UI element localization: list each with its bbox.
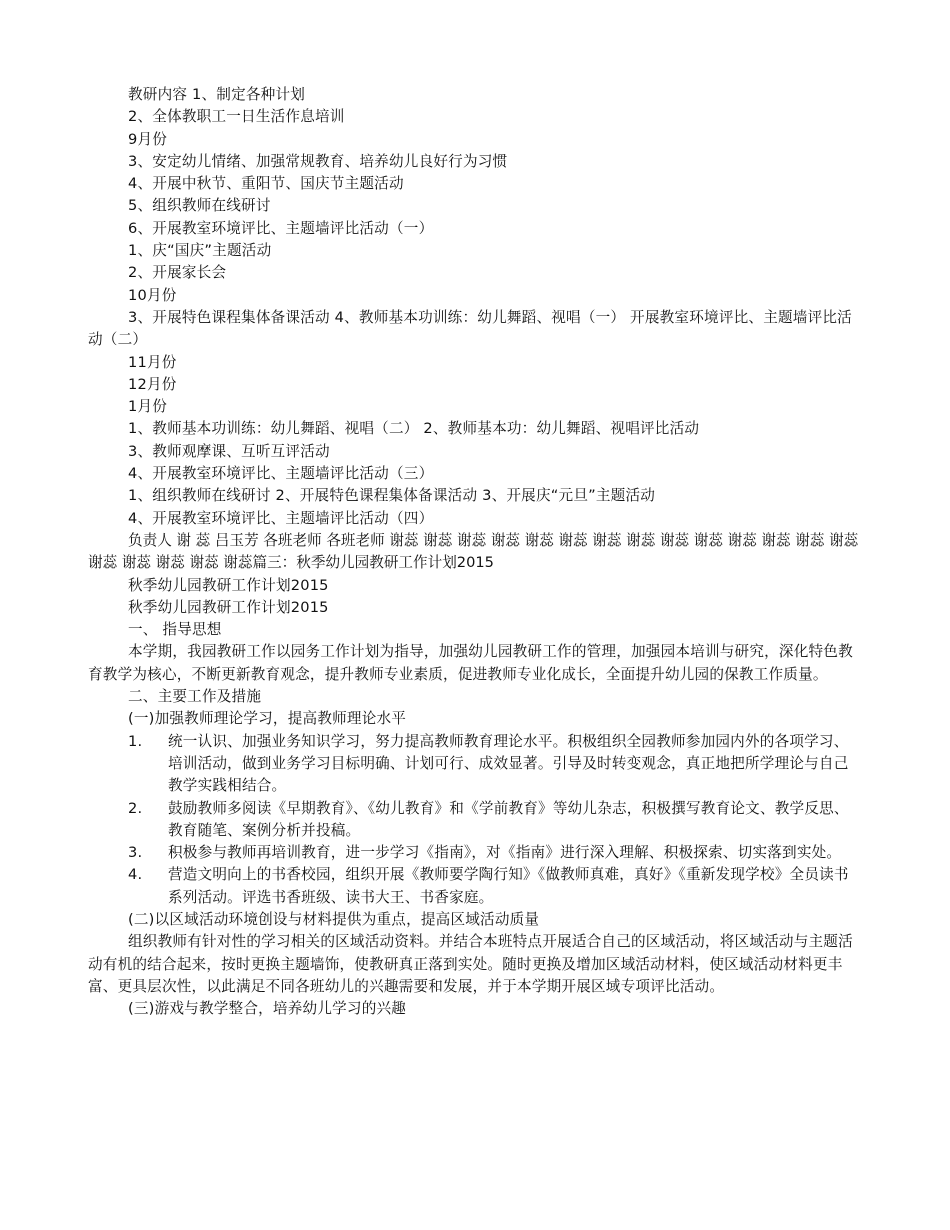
month-heading: 12月份: [128, 375, 177, 393]
paragraph: 1、组织教师在线研讨 2、开展特色课程集体备课活动 3、开展庆“元旦”主题活动: [128, 487, 656, 505]
item-number: 4.: [128, 866, 143, 884]
paragraph: 5、组织教师在线研讨: [128, 197, 271, 215]
item-text: 鼓励教师多阅读《早期教育》、《幼儿教育》和《学前教育》等幼儿杂志，积极撰写教育论文、教学反思、教育随笔、案例分析并投稿。: [168, 799, 849, 839]
section-heading: 二、主要工作及措施: [128, 688, 262, 706]
document-page: [88, 84, 864, 1020]
subsection-heading: (三)游戏与教学整合，培养幼儿学习的兴趣: [128, 1000, 407, 1018]
subsection-heading: (二)以区域活动环境创设与材料提供为重点，提高区域活动质量: [128, 910, 540, 928]
month-heading: 1月份: [128, 398, 168, 416]
numbered-item: [88, 842, 864, 864]
numbered-item: [88, 731, 864, 798]
paragraph: 1、教师基本功训练：幼儿舞蹈、视唱（二） 2、教师基本功：幼儿舞蹈、视唱评比活动: [128, 420, 700, 438]
paragraph: 2、全体教职工一日生活作息培训: [128, 108, 345, 126]
paragraph: 4、开展教室环境评比、主题墙评比活动（三）: [128, 465, 434, 483]
paragraph: 1、庆“国庆”主题活动: [128, 242, 272, 260]
month-heading: 9月份: [128, 130, 168, 148]
responsible-persons: 负责人 谢 蕊 吕玉芳 各班老师 各班老师 谢蕊 谢蕊 谢蕊 谢蕊 谢蕊 谢蕊 谢蕊 谢蕊 谢蕊 谢蕊 谢蕊 谢蕊 谢蕊 谢蕊 谢蕊 谢蕊 谢蕊 谢蕊 谢蕊篇三：秋季幼儿园教研工作计划2015: [88, 531, 859, 572]
item-number: 1.: [128, 732, 143, 750]
item-text: 营造文明向上的书香校园，组织开展《教师要学陶行知》《做教师真难，真好》《重新发现学校》全员读书系列活动。评选书香班级、读书大王、书香家庭。: [168, 866, 849, 906]
numbered-item: [88, 864, 864, 909]
subsection-heading: (一)加强教师理论学习，提高教师理论水平: [128, 710, 407, 728]
month-heading: 11月份: [128, 353, 177, 371]
paragraph: 4、开展教室环境评比、主题墙评比活动（四）: [128, 509, 434, 527]
month-heading: 10月份: [128, 286, 177, 304]
paragraph: 教研内容 1、制定各种计划: [128, 86, 306, 103]
section-heading: 一、 指导思想: [128, 621, 222, 639]
paragraph: 本学期，我园教研工作以园务工作计划为指导，加强幼儿园教研工作的管理，加强园本培训与研究，深化特色教育教学为核心，不断更新教育观念，提升教师专业素质，促进教师专业化成长，全面提升幼儿园的保教工作质量。: [88, 643, 853, 683]
item-text: 积极参与教师再培训教育，进一步学习《指南》，对《指南》进行深入理解、积极探索、切实落到实处。: [168, 844, 842, 862]
numbered-item: [88, 798, 864, 843]
paragraph: 组织教师有针对性的学习相关的区域活动资料。并结合本班特点开展适合自己的区域活动，将区域活动与主题活动有机的结合起来，按时更换主题墙饰，使教研真正落到实处。随时更换及增加区域活动材料，使区域活动材料更丰富、更具层次性，以此满足不同各班幼儿的兴趣需要和发展，并于本学期开展区域专项评比活动。: [88, 933, 853, 995]
paragraph: 3、开展特色课程集体备课活动 4、教师基本功训练：幼儿舞蹈、视唱（一） 开展教室环境评比、主题墙评比活动（二）: [88, 308, 852, 349]
paragraph: 2、开展家长会: [128, 264, 227, 282]
document-title: 秋季幼儿园教研工作计划2015: [128, 576, 329, 594]
paragraph: 3、教师观摩课、互听互评活动: [128, 442, 330, 460]
item-number: 3.: [128, 844, 143, 862]
item-number: 2.: [128, 799, 143, 817]
paragraph: 6、开展教室环境评比、主题墙评比活动（一）: [128, 219, 434, 237]
document-title: 秋季幼儿园教研工作计划2015: [128, 598, 329, 616]
paragraph: 3、安定幼儿情绪、加强常规教育、培养幼儿良好行为习惯: [128, 152, 508, 170]
paragraph: 4、开展中秋节、重阳节、国庆节主题活动: [128, 175, 404, 193]
item-text: 统一认识、加强业务知识学习，努力提高教师教育理论水平。积极组织全园教师参加园内外的各项学习、培训活动，做到业务学习目标明确、计划可行、成效显著。引导及时转变观念，真正地把所学理论与自己教学实践相结合。: [168, 732, 849, 795]
